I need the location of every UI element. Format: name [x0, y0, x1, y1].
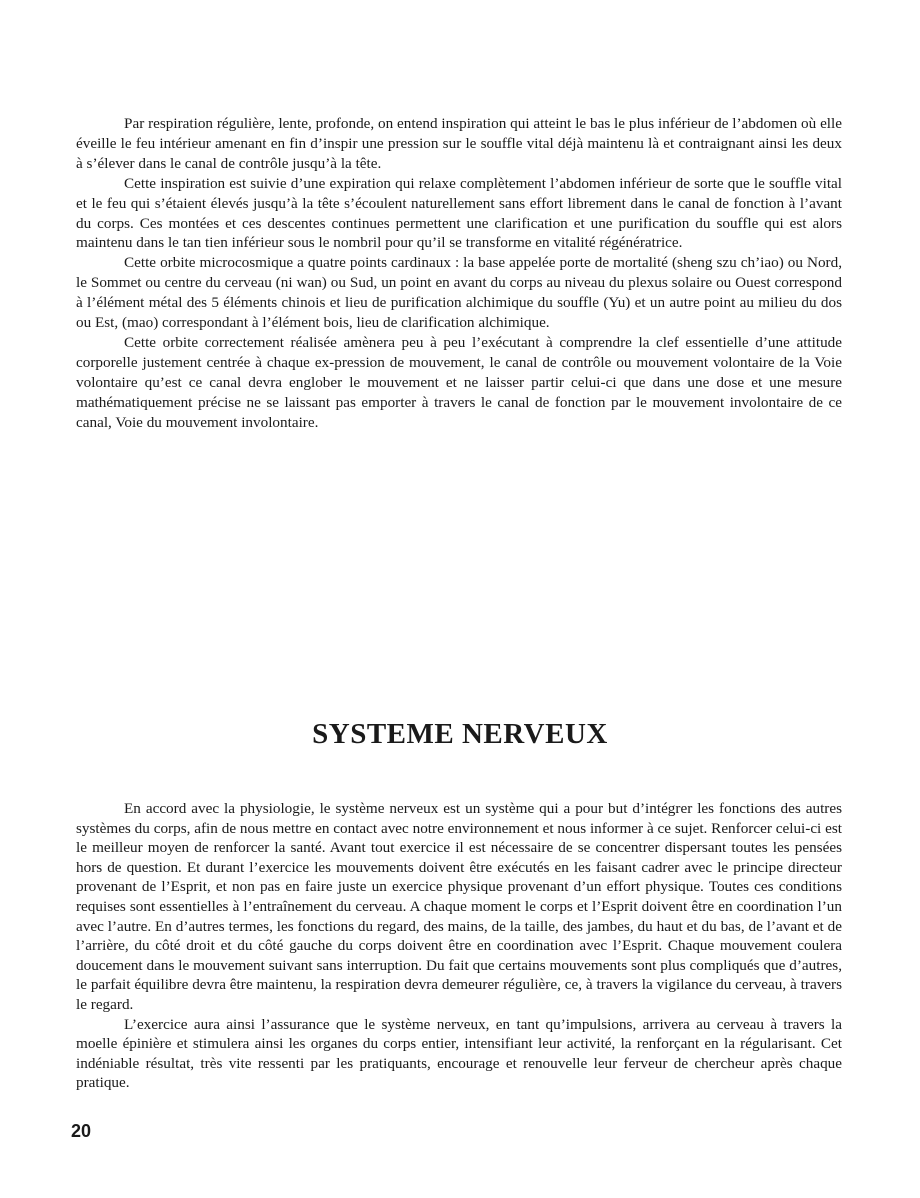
section-text-block: [76, 799, 842, 1093]
paragraph: Cette orbite correctement réalisée amènera peu à peu l’exécutant à comprendre la clef essentielle d’une attitude corporelle justement centrée à chaque ex-pression de mouvement, le canal de contrôle ou mouvement volontaire de la Voie volontaire qu’est ce canal devra englober le mouvement et ne laisser partir celui-ci que dans une dose et une mesure mathématiquement précise ne se laissant pas emporter à travers le canal de fonction par le mouvement involontaire de ce canal, Voie du mouvement involontaire.: [76, 333, 842, 431]
section-title: SYSTEME NERVEUX: [312, 718, 608, 750]
paragraph: Par respiration régulière, lente, profonde, on entend inspiration qui atteint le bas le plus inférieur de l’abdomen où elle éveille le feu intérieur amenant en fin d’inspir une pression sur le souffle vital déjà maintenu là et contraignant ainsi les deux à s’élever dans le canal de contrôle jusqu’à la tête.: [76, 115, 842, 172]
page-number: 20: [71, 1121, 92, 1141]
paragraph: L’exercice aura ainsi l’assurance que le système nerveux, en tant qu’impulsions, arrivera au cerveau à travers la moelle épinière et stimulera ainsi les organes du corps entier, intensifiant leur activité, la renforçant en la régularisant. Cet indéniable résultat, très vite ressenti par les pratiquants, encourage et renouvelle leur ferveur de chercheur après chaque pratique.: [76, 1015, 842, 1092]
paragraph: Cette inspiration est suivie d’une expiration qui relaxe complètement l’abdomen inférieur de sorte que le souffle vital et le feu qui s’étaient élevés jusqu’à la tête s’écoulent naturellement sans effort librement dans le canal de fonction à l’avant du corps. Ces montées et ces descentes continues permettent une clarification et une purification du souffle qui est alors maintenu dans le tan tien inférieur sous le nombril pour qu’il se transforme en vitalité régénératrice.: [76, 174, 842, 252]
paragraph: Cette orbite microcosmique a quatre points cardinaux : la base appelée porte de mortalité (sheng szu ch’iao) ou Nord, le Sommet ou centre du cerveau (ni wan) ou Sud, un point en avant du corps au niveau du plexus solaire ou Ouest correspond à l’élément métal des 5 éléments chinois et lieu de purification alchimique du souffle (Yu) et un autre point au milieu du dos ou Est, (mao) correspondant à l’élément bois, lieu de clarification alchimique.: [76, 254, 842, 332]
intro-text-block: [76, 114, 842, 433]
paragraph: En accord avec la physiologie, le système nerveux est un système qui a pour but d’intégrer les fonctions des autres systèmes du corps, afin de nous mettre en contact avec notre environnement et nous informer à ce sujet. Renforcer celui-ci est le meilleur moyen de renforcer la santé. Avant tout exercice il est nécessaire de se concentrer dispersant toutes les pensées hors de question. Et durant l’exercice les mouvements doivent être exécutés en les faisant cadrer avec le principe directeur provenant de l’Esprit, et non pas en faire juste un exercice physique provenant d’un effort physique. Toutes ces conditions requises sont essentielles à l’entraînement du cerveau. A chaque moment le corps et l’Esprit doivent être en coordination l’un avec l’autre. En d’autres termes, les fonctions du regard, des mains, de la taille, des jambes, du haut et du bas, de l’avant et de l’arrière, du côté droit et du côté gauche du corps doivent être en coordination avec l’Esprit. Chaque mouvement coulera doucement dans le mouvement suivant sans interruption. Du fait que certains mouvements sont plus compliqués que d’autres, le parfait équilibre devra être maintenu, la respiration devra demeurer régulière, ce, à travers la vigilance du cerveau, à travers le regard.: [76, 800, 842, 1013]
